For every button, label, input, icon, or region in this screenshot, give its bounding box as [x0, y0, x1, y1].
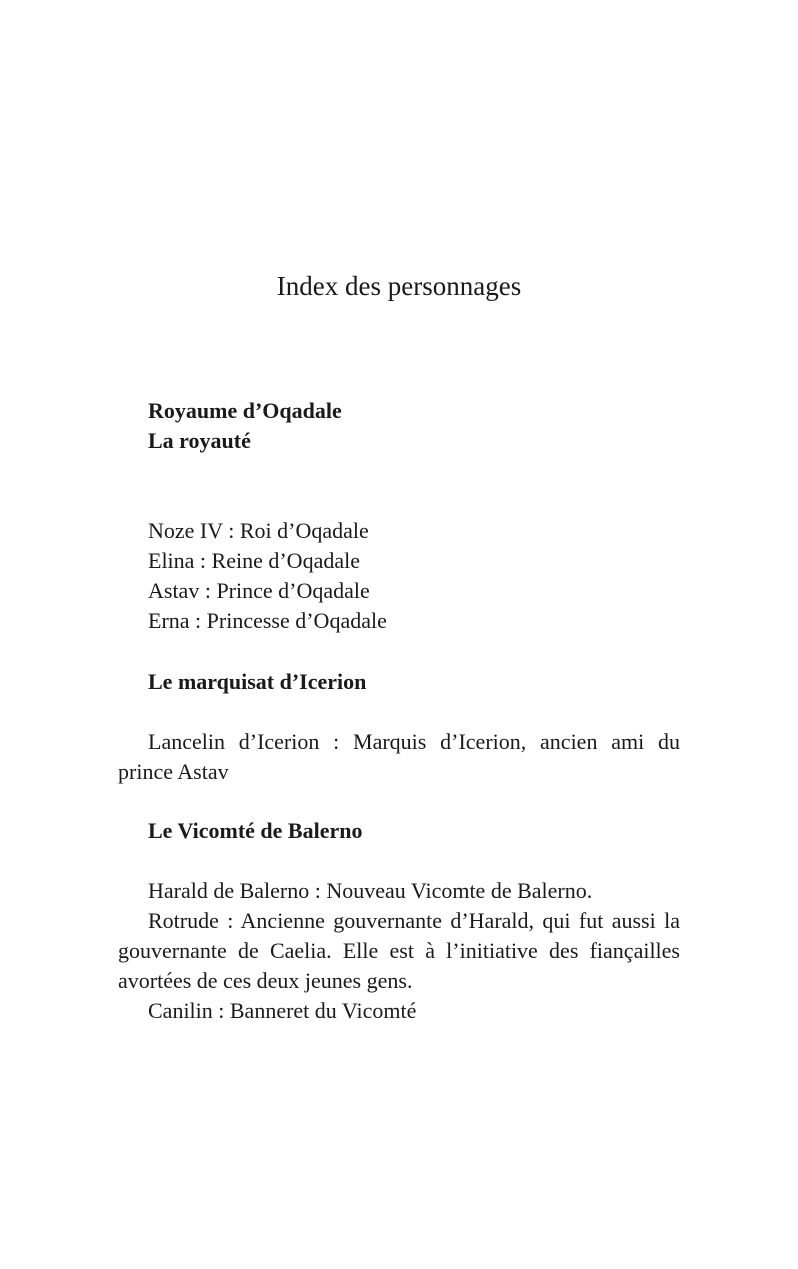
- character-entry: Canilin : Banneret du Vicomté: [148, 998, 417, 1023]
- character-entry: Harald de Balerno : Nouveau Vicomte de Balerno.: [148, 878, 593, 903]
- section-headings-royaume: [118, 396, 680, 456]
- page-title: Index des personnages: [276, 271, 522, 301]
- section-heading-balerno-block: [118, 816, 680, 846]
- character-entry: Astav : Prince d’Oqadale: [148, 578, 370, 603]
- character-entry: Elina : Reine d’Oqadale: [148, 548, 360, 573]
- section-entries-balerno: [118, 876, 680, 1026]
- section-heading: Le marquisat d’Icerion: [148, 669, 367, 694]
- character-entry: Rotrude : Ancienne gouvernante d’Harald, qui fut aussi la gouvernante de Caelia. Elle est à l’initiative des fiançailles avortées de ces deux jeunes gens.: [118, 908, 680, 993]
- character-entry: Lancelin d’Icerion : Marquis d’Icerion, ancien ami du prince Astav: [118, 729, 680, 784]
- section-heading: Royaume d’Oqadale: [148, 398, 342, 423]
- section-subheading: La royauté: [148, 428, 251, 453]
- character-entry: Noze IV : Roi d’Oqadale: [148, 518, 369, 543]
- section-entries-royaute: [118, 516, 680, 636]
- section-heading-icerion-block: [118, 667, 680, 697]
- section-heading: Le Vicomté de Balerno: [148, 818, 363, 843]
- character-entry: Erna : Princesse d’Oqadale: [148, 608, 387, 633]
- section-entries-icerion: [118, 727, 680, 787]
